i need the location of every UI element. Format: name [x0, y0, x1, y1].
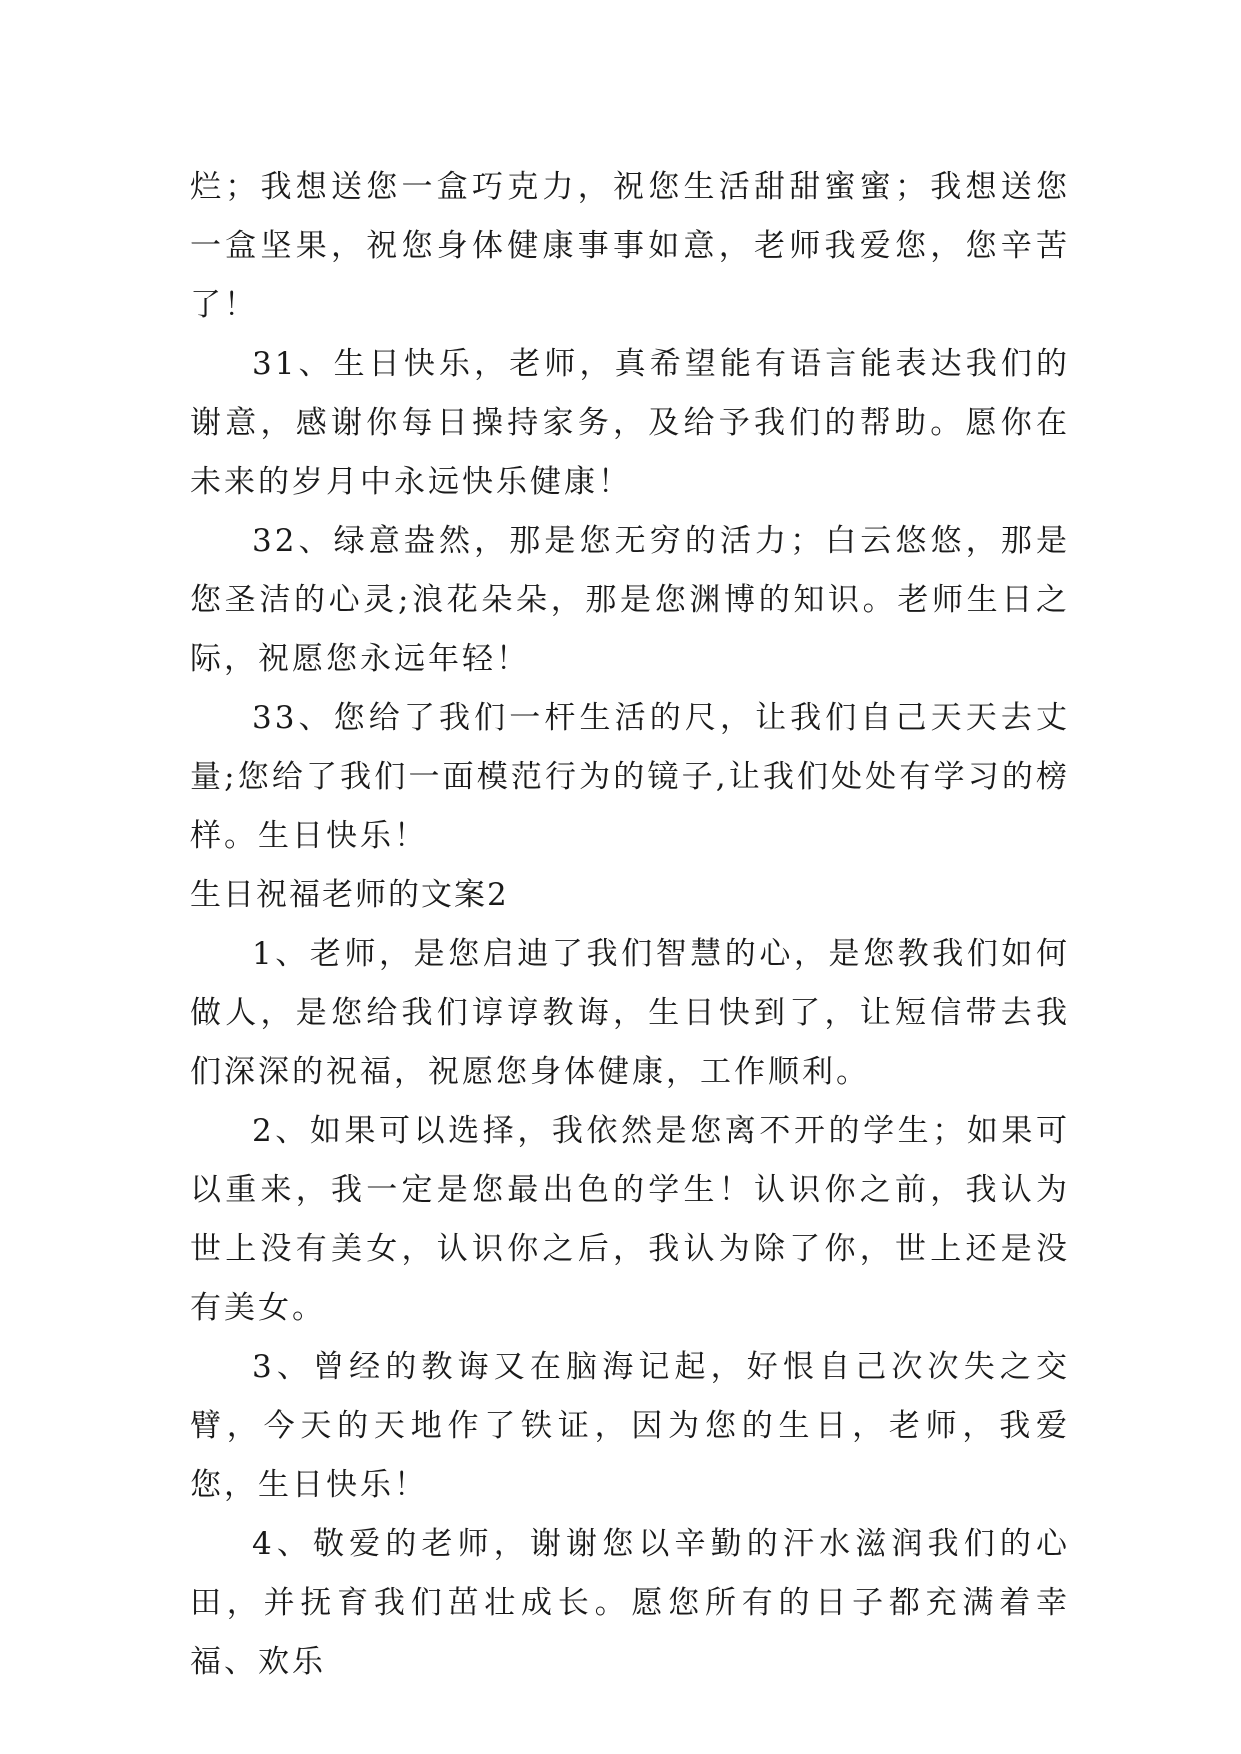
- paragraph-2: 2、如果可以选择，我依然是您离不开的学生；如果可以重来，我一定是您最出色的学生！认识你之前，我认为世上没有美女，认识你之后，我认为除了你，世上还是没有美女。: [190, 1113, 1070, 1326]
- paragraph-31: 31、生日快乐，老师，真希望能有语言能表达我们的谢意，感谢你每日操持家务，及给予我们的帮助。愿你在未来的岁月中永远快乐健康！: [190, 346, 1070, 500]
- section-heading: 生日祝福老师的文案2: [190, 877, 509, 913]
- paragraph-1: 1、老师，是您启迪了我们智慧的心，是您教我们如何做人，是您给我们谆谆教诲，生日快到了，让短信带去我们深深的祝福，祝愿您身体健康，工作顺利。: [190, 936, 1070, 1090]
- paragraph-32: 32、绿意盎然，那是您无穷的活力；白云悠悠，那是您圣洁的心灵;浪花朵朵，那是您渊博的知识。老师生日之际，祝愿您永远年轻！: [190, 523, 1070, 677]
- paragraph-4: 4、敬爱的老师，谢谢您以辛勤的汗水滋润我们的心田，并抚育我们茁壮成长。愿您所有的日子都充满着幸福、欢乐: [190, 1526, 1070, 1680]
- document-body: [190, 158, 1070, 1692]
- paragraph-continued: 烂；我想送您一盒巧克力，祝您生活甜甜蜜蜜；我想送您一盒坚果，祝您身体健康事事如意，老师我爱您，您辛苦了！: [190, 169, 1070, 323]
- paragraph-3: 3、曾经的教诲又在脑海记起，好恨自己次次失之交臂，今天的天地作了铁证，因为您的生日，老师，我爱您，生日快乐！: [190, 1349, 1070, 1503]
- paragraph-33: 33、您给了我们一杆生活的尺，让我们自己天天去丈量;您给了我们一面模范行为的镜子,让我们处处有学习的榜样。生日快乐！: [190, 700, 1070, 854]
